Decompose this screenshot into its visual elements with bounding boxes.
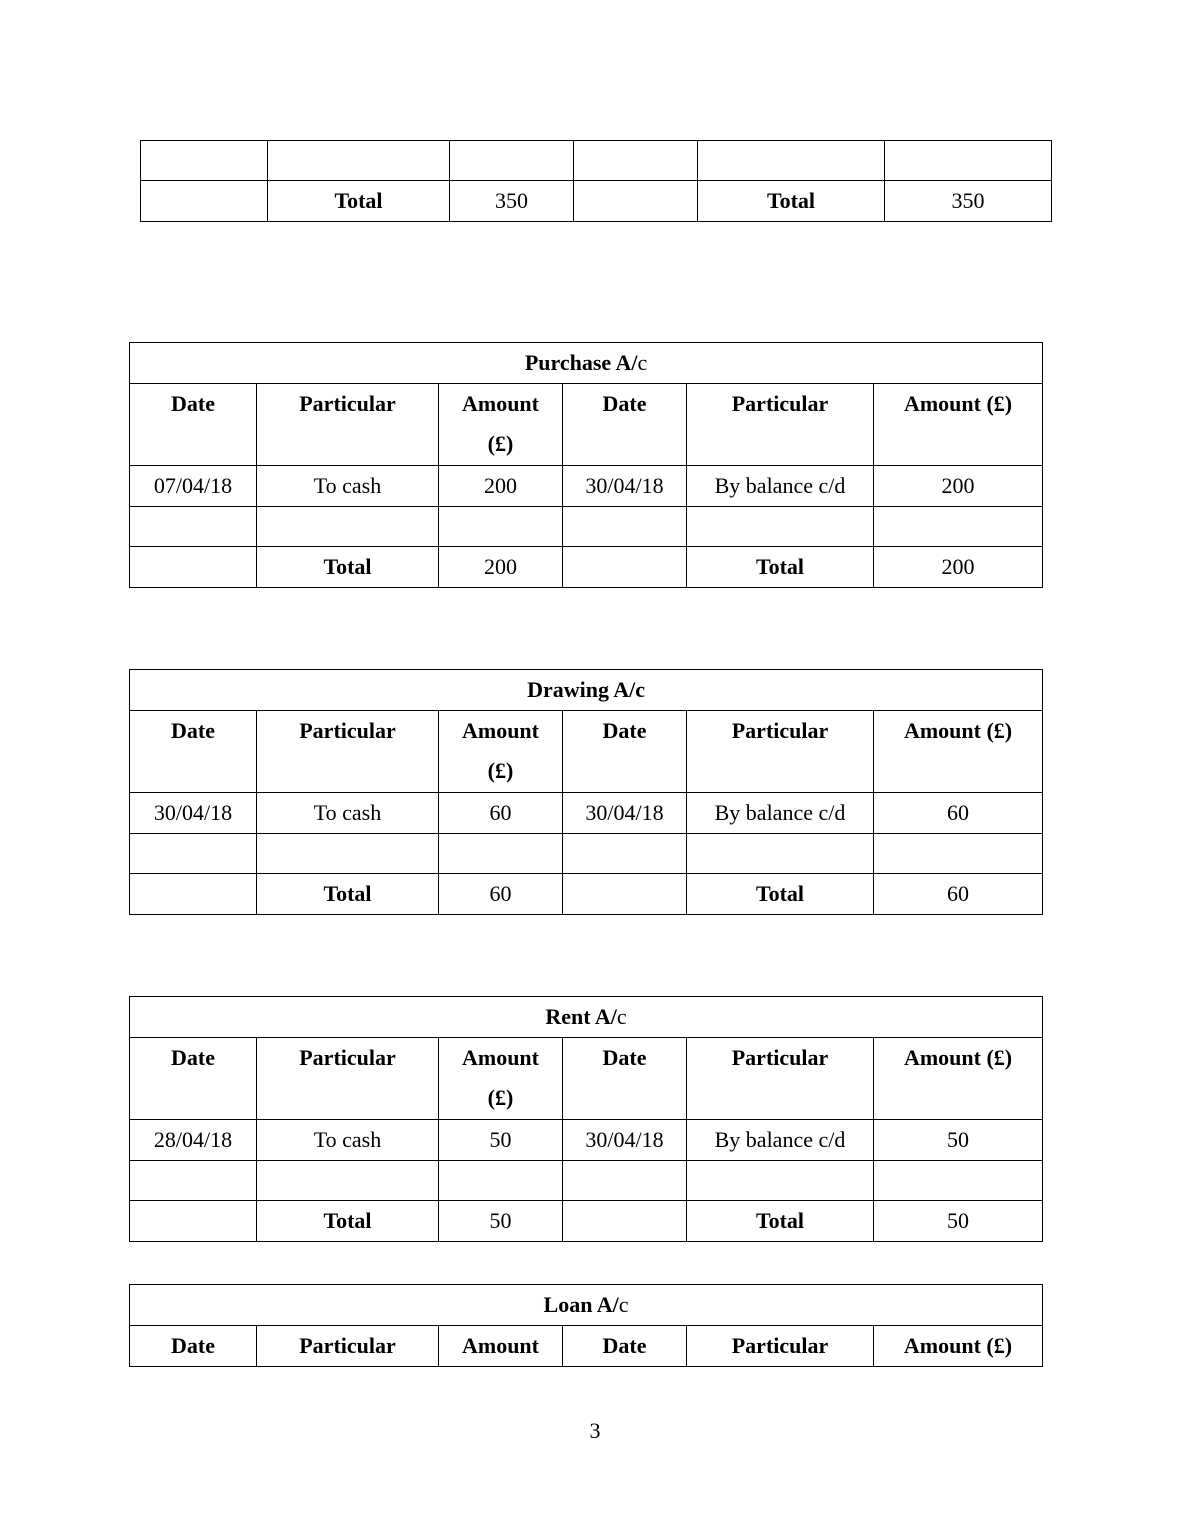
total-amount: 200	[874, 547, 1043, 588]
column-header-date: Date	[563, 384, 687, 466]
column-header-amount: Amount (£)	[874, 384, 1043, 466]
total-label: Total	[257, 1201, 439, 1242]
entry-particular: By balance c/d	[687, 466, 874, 507]
table-title: Purchase A/c	[130, 343, 1043, 384]
column-header-date: Date	[563, 711, 687, 793]
entry-amount: 200	[874, 466, 1043, 507]
column-header-particular: Particular	[687, 384, 874, 466]
entry-date: 07/04/18	[130, 466, 257, 507]
entry-date: 30/04/18	[563, 1120, 687, 1161]
total-amount: 50	[439, 1201, 563, 1242]
table-title-row	[130, 343, 1043, 384]
table-title-row	[130, 1285, 1043, 1326]
total-row	[141, 181, 1052, 222]
total-amount: 350	[450, 181, 574, 222]
column-header-particular: Particular	[257, 711, 439, 793]
entry-amount: 50	[439, 1120, 563, 1161]
table-row	[130, 793, 1043, 834]
column-header-date: Date	[563, 1326, 687, 1367]
total-amount: 350	[885, 181, 1052, 222]
column-header-date: Date	[130, 384, 257, 466]
column-header-row	[130, 711, 1043, 793]
purchase-account-table	[129, 342, 1043, 588]
entry-date: 28/04/18	[130, 1120, 257, 1161]
total-label: Total	[687, 874, 874, 915]
entry-amount: 60	[439, 793, 563, 834]
column-header-amount: Amount (£)	[439, 384, 563, 466]
total-amount: 50	[874, 1201, 1043, 1242]
table-row	[130, 507, 1043, 547]
table-row	[130, 466, 1043, 507]
entry-particular: By balance c/d	[687, 793, 874, 834]
entry-particular: To cash	[257, 793, 439, 834]
table-row	[130, 1120, 1043, 1161]
column-header-amount: Amount (£)	[874, 1038, 1043, 1120]
column-header-date: Date	[563, 1038, 687, 1120]
entry-particular: By balance c/d	[687, 1120, 874, 1161]
entry-date: 30/04/18	[563, 466, 687, 507]
table-row	[141, 141, 1052, 181]
table-title: Rent A/c	[130, 997, 1043, 1038]
column-header-particular: Particular	[257, 384, 439, 466]
table-row	[130, 1161, 1043, 1201]
total-amount: 60	[439, 874, 563, 915]
column-header-date: Date	[130, 711, 257, 793]
total-label: Total	[698, 181, 885, 222]
total-label: Total	[687, 547, 874, 588]
total-amount: 200	[439, 547, 563, 588]
column-header-row	[130, 1038, 1043, 1120]
column-header-particular: Particular	[687, 1038, 874, 1120]
column-header-particular: Particular	[257, 1326, 439, 1367]
column-header-date: Date	[130, 1038, 257, 1120]
total-label: Total	[687, 1201, 874, 1242]
table-title: Loan A/c	[130, 1285, 1043, 1326]
table-row	[130, 834, 1043, 874]
column-header-row	[130, 1326, 1043, 1367]
total-label: Total	[257, 547, 439, 588]
entry-amount: 50	[874, 1120, 1043, 1161]
total-row	[130, 1201, 1043, 1242]
column-header-amount: Amount (£)	[439, 711, 563, 793]
table-title-row	[130, 670, 1043, 711]
column-header-particular: Particular	[687, 1326, 874, 1367]
column-header-amount: Amount (£)	[439, 1038, 563, 1120]
cash-account-continuation-table	[140, 140, 1052, 222]
rent-account-table	[129, 996, 1043, 1242]
column-header-amount: Amount (£)	[874, 711, 1043, 793]
entry-amount: 200	[439, 466, 563, 507]
total-row	[130, 874, 1043, 915]
column-header-amount: Amount (£)	[874, 1326, 1043, 1367]
table-title: Drawing A/c	[130, 670, 1043, 711]
loan-account-table	[129, 1284, 1043, 1367]
total-label: Total	[257, 874, 439, 915]
page-number: 3	[589, 1418, 601, 1443]
entry-particular: To cash	[257, 1120, 439, 1161]
entry-particular: To cash	[257, 466, 439, 507]
column-header-particular: Particular	[257, 1038, 439, 1120]
drawing-account-table	[129, 669, 1043, 915]
table-title-row	[130, 997, 1043, 1038]
total-amount: 60	[874, 874, 1043, 915]
entry-date: 30/04/18	[563, 793, 687, 834]
entry-date: 30/04/18	[130, 793, 257, 834]
column-header-row	[130, 384, 1043, 466]
total-label: Total	[268, 181, 450, 222]
total-row	[130, 547, 1043, 588]
column-header-amount: Amount	[439, 1326, 563, 1367]
column-header-date: Date	[130, 1326, 257, 1367]
entry-amount: 60	[874, 793, 1043, 834]
column-header-particular: Particular	[687, 711, 874, 793]
